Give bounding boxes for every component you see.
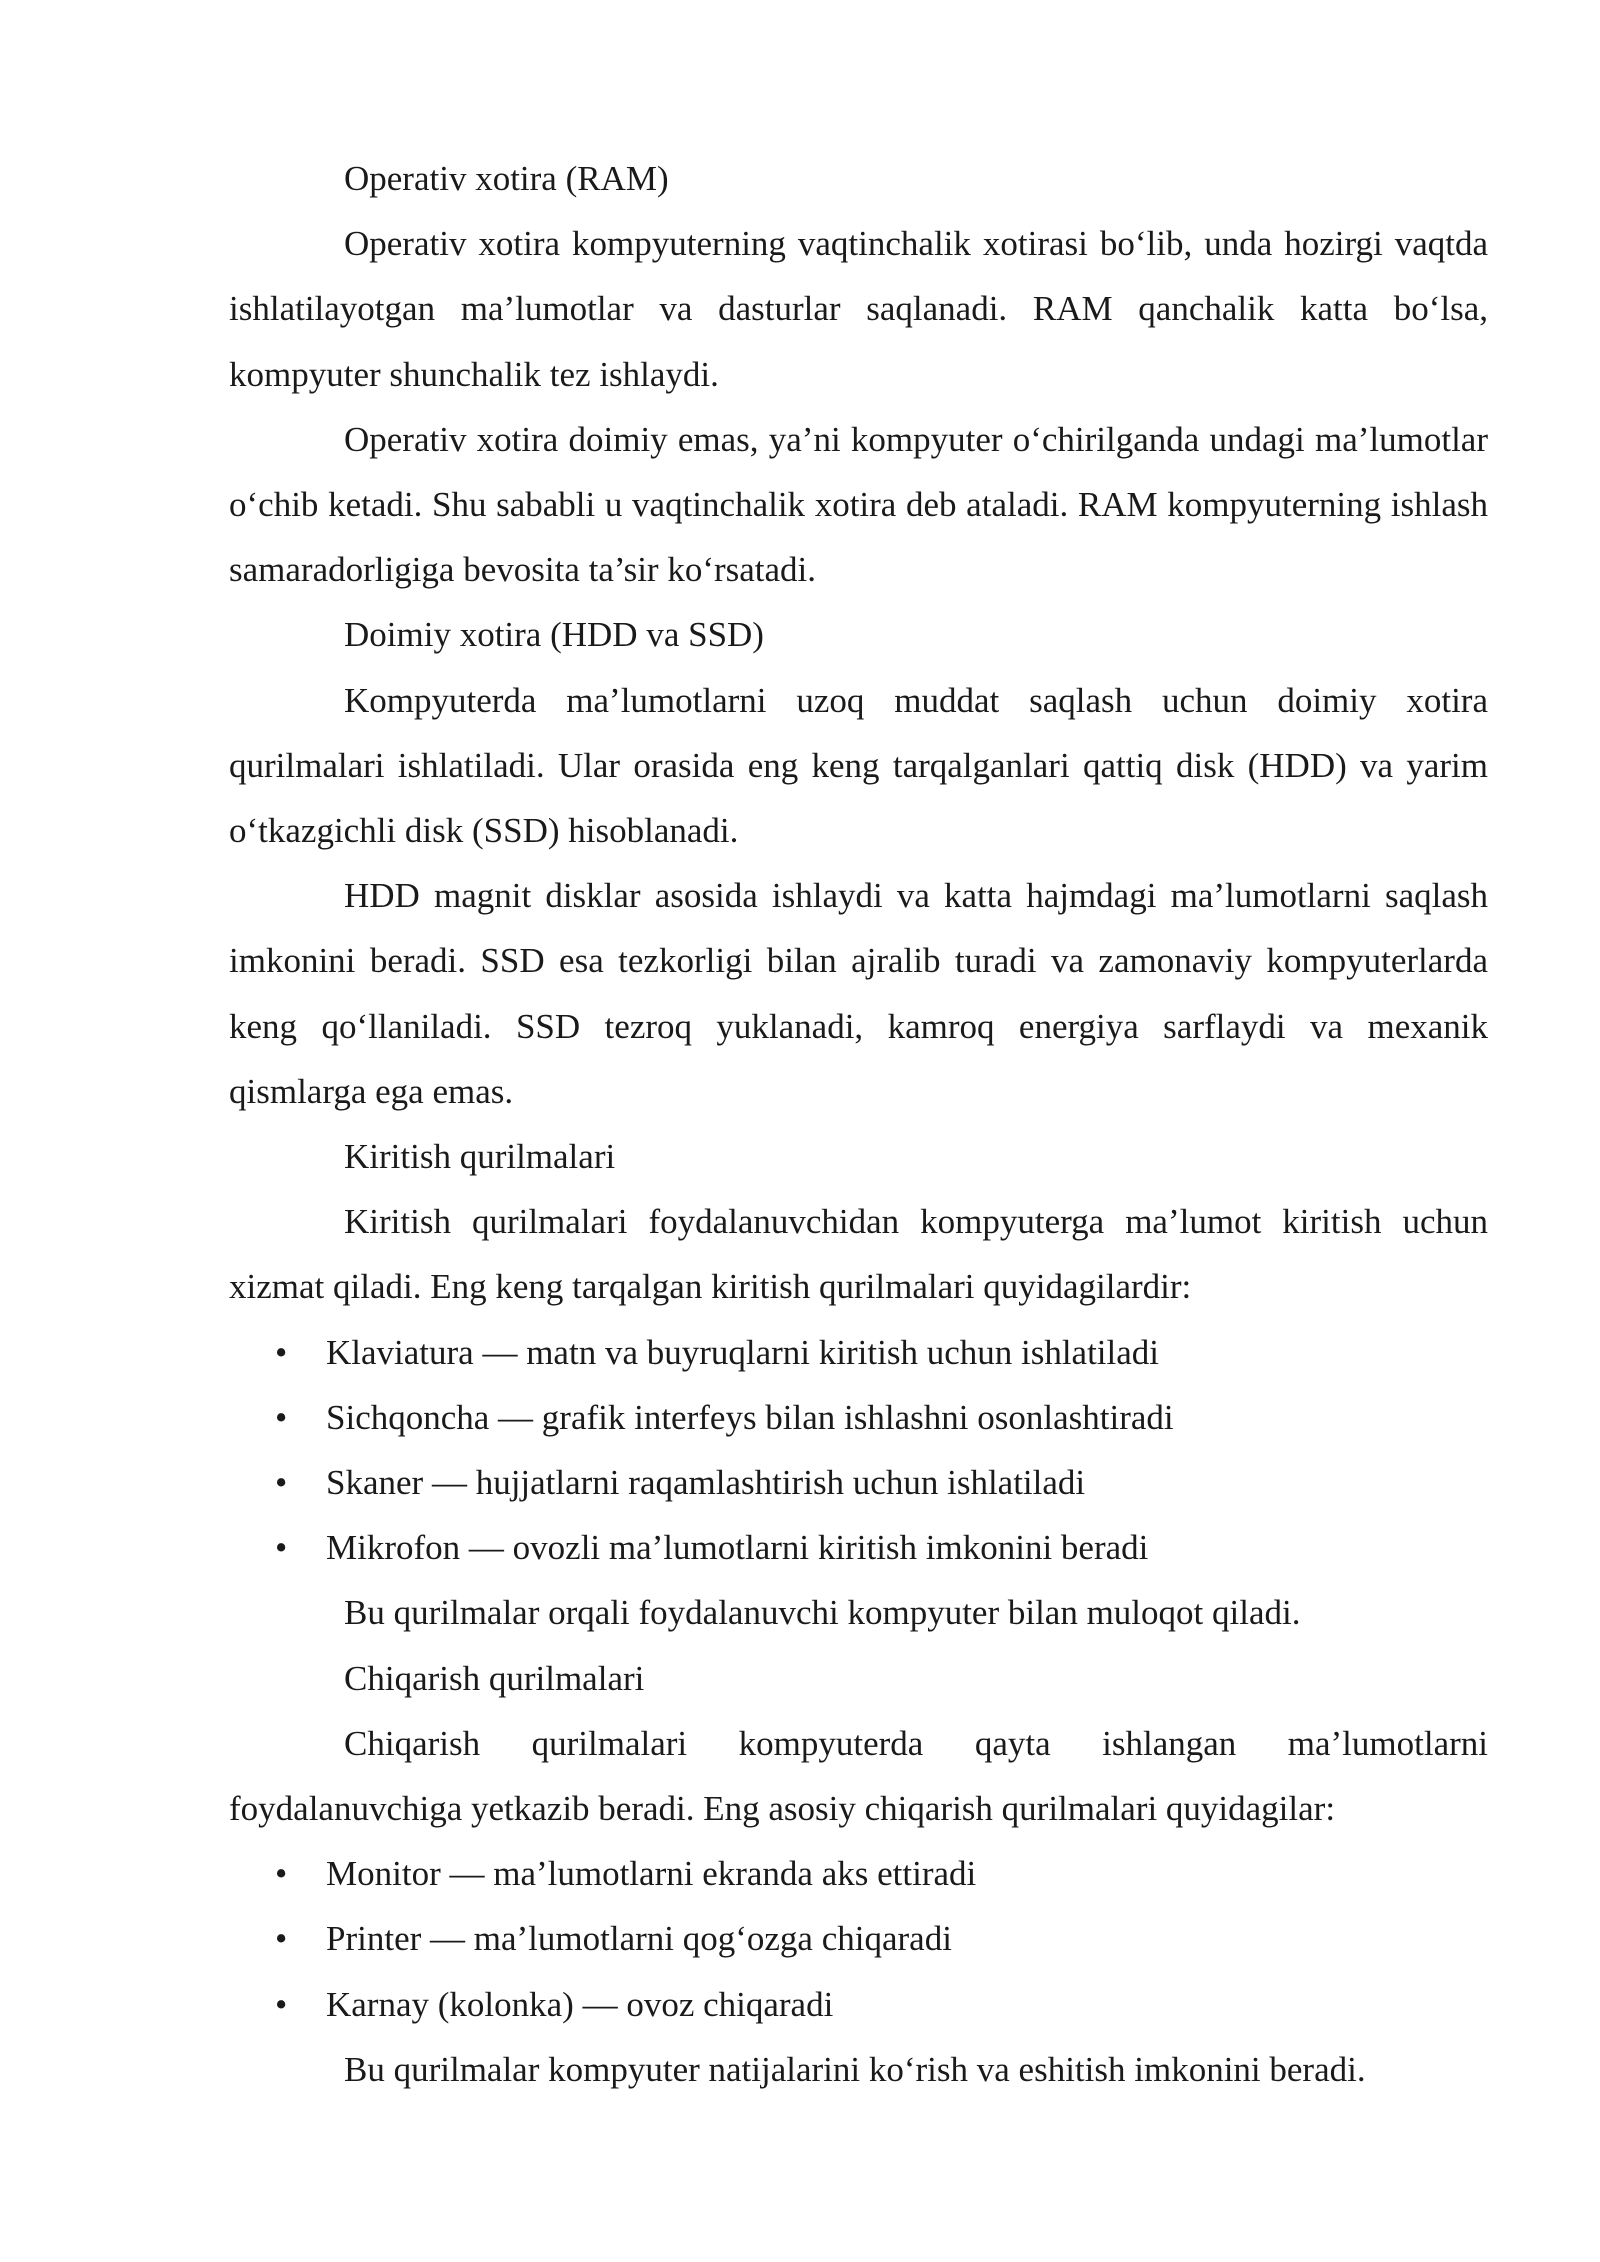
input-devices-list — [229, 1320, 1488, 1581]
paragraph: Kiritish qurilmalari foydalanuvchidan kompyuterga ma’lumot kiritish uchun xizmat qiladi. Eng keng tarqalgan kiritish qurilmalari quyidagilardir: — [229, 1202, 1488, 1307]
bullet-icon: • — [275, 1463, 288, 1503]
document-page — [229, 146, 1488, 2102]
bullet-icon: • — [275, 1332, 288, 1372]
list-item-text: Mikrofon — ovozli ma’lumotlarni kiritish imkonini beradi — [326, 1528, 1149, 1568]
section-heading-input-devices: Kiritish qurilmalari — [344, 1137, 616, 1177]
list-item — [229, 1841, 1488, 1906]
summary-note: Bu qurilmalar kompyuter natijalarini ko‘rish va eshitish imkonini beradi. — [344, 2049, 1366, 2089]
list-item — [229, 1385, 1488, 1450]
paragraph: Operativ xotira doimiy emas, ya’ni kompyuter o‘chirilganda undagi ma’lumotlar o‘chib ketadi. Shu sababli u vaqtinchalik xotira deb ataladi. RAM kompyuterning ishlash samaradorligiga bevosita ta’sir ko‘rsatadi. — [229, 419, 1488, 590]
list-item-text: Karnay (kolonka) — ovoz chiqaradi — [326, 1984, 834, 2024]
list-item-text: Skaner — hujjatlarni raqamlashtirish uchun ishlatiladi — [326, 1463, 1086, 1503]
list-item-text: Klaviatura — matn va buyruqlarni kiritish uchun ishlatiladi — [326, 1332, 1160, 1372]
section-heading-storage: Doimiy xotira (HDD va SSD) — [344, 615, 764, 655]
list-item-text: Sichqoncha — grafik interfeys bilan ishlashni osonlashtiradi — [326, 1397, 1174, 1437]
output-devices-list — [229, 1841, 1488, 2037]
list-item-text: Monitor — ma’lumotlarni ekranda aks ettiradi — [326, 1854, 977, 1894]
list-item — [229, 1320, 1488, 1385]
paragraph: HDD magnit disklar asosida ishlaydi va katta hajmdagi ma’lumotlarni saqlash imkonini beradi. SSD esa tezkorligi bilan ajralib turadi va zamonaviy kompyuterlarda keng qo‘llaniladi. SSD tezroq yuklanadi, kamroq energiya sarflaydi va mexanik qismlarga ega emas. — [229, 876, 1488, 1111]
bullet-icon: • — [275, 1397, 288, 1437]
paragraph: Chiqarish qurilmalari kompyuterda qayta ishlangan ma’lumotlarni foydalanuvchiga yetkazib beradi. Eng asosiy chiqarish qurilmalari quyidagilar: — [229, 1723, 1488, 1829]
paragraph: Kompyuterda ma’lumotlarni uzoq muddat saqlash uchun doimiy xotira qurilmalari ishlatiladi. Ular orasida eng keng tarqalganlari qattiq disk (HDD) va yarim o‘tkazgichli disk (SSD) hisoblanadi. — [229, 680, 1488, 851]
summary-note: Bu qurilmalar orqali foydalanuvchi kompyuter bilan muloqot qiladi. — [344, 1593, 1301, 1633]
bullet-icon: • — [275, 1854, 288, 1894]
bullet-icon: • — [275, 1528, 288, 1568]
list-item — [229, 1906, 1488, 1971]
list-item-text: Printer — ma’lumotlarni qog‘ozga chiqaradi — [326, 1919, 952, 1959]
section-heading-output-devices: Chiqarish qurilmalari — [344, 1658, 645, 1698]
list-item — [229, 1450, 1488, 1515]
list-item — [229, 1972, 1488, 2037]
bullet-icon: • — [275, 1919, 288, 1959]
paragraph: Operativ xotira kompyuterning vaqtinchalik xotirasi bo‘lib, unda hozirgi vaqtda ishlatilayotgan ma’lumotlar va dasturlar saqlanadi. RAM qanchalik katta bo‘lsa, kompyuter shunchalik tez ishlaydi. — [229, 224, 1488, 394]
list-item — [229, 1515, 1488, 1580]
section-heading-ram: Operativ xotira (RAM) — [344, 159, 669, 198]
bullet-icon: • — [275, 1984, 288, 2024]
